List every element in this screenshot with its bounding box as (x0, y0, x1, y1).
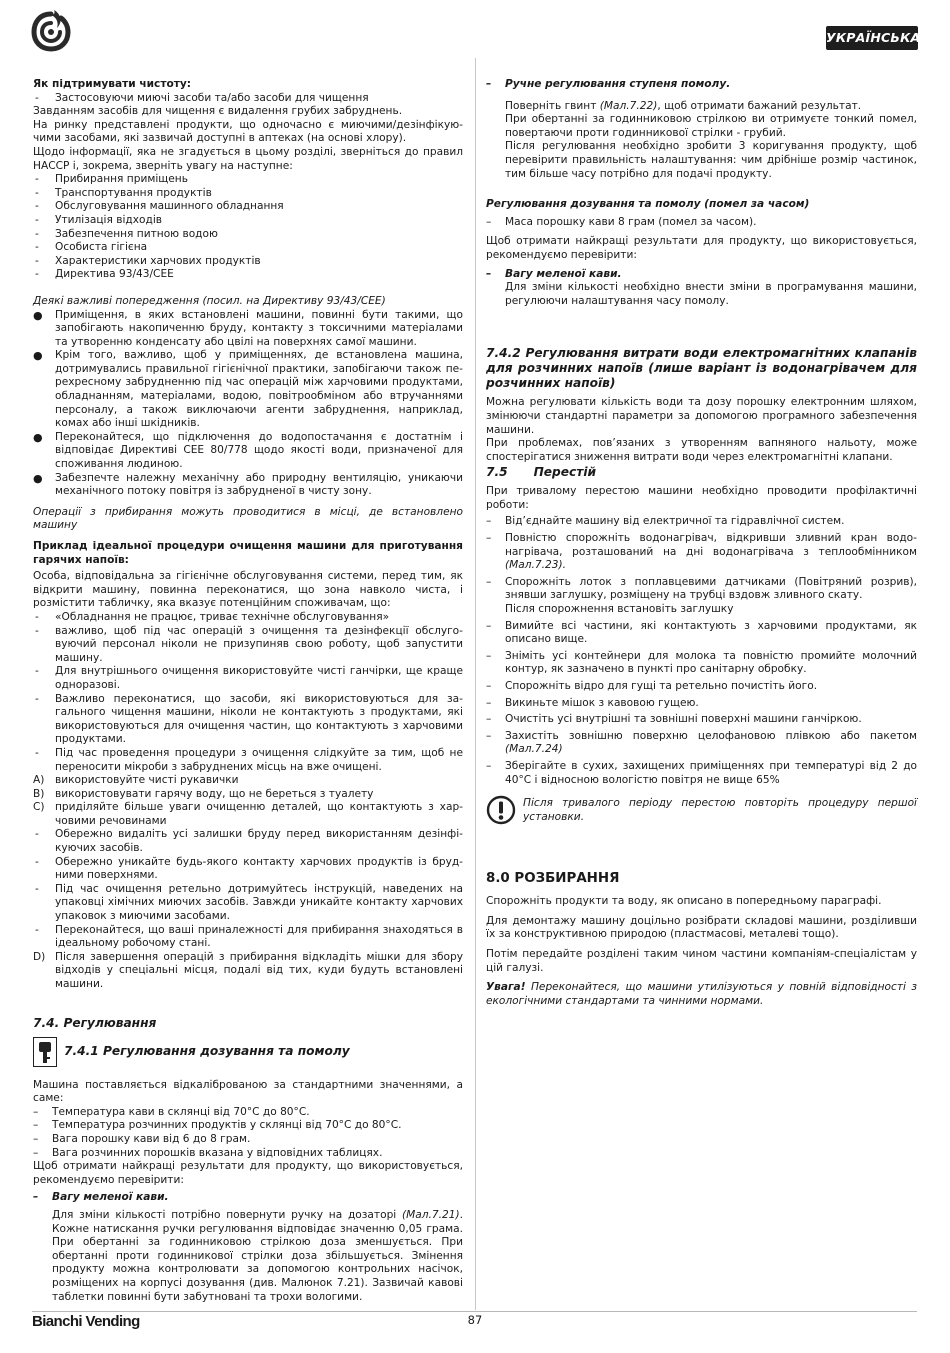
lettered-item-a (33, 774, 463, 788)
s741-intro: Машина поставляється відкаліброваною за стандартними значеннями, а саме: (33, 1078, 463, 1105)
manual-pre: Поверніть гвинт (505, 99, 600, 112)
s75-item: – Очистіть усі внутрішні та зовнішні поверхні машини ганчіркою. (486, 713, 917, 727)
clean-line: - Застосовуючи миючі засоби та/або засоби для чищення (33, 92, 463, 106)
s75-item: – Викиньте мішок з кавовою гущею. (486, 697, 917, 711)
clean-line: Завданням засобів для чищення є видалення грубих забруднень. (33, 105, 403, 118)
example-title: Приклад ідеальної процедури очищення машини для приготування гарячих напоїв: (33, 540, 463, 566)
left-column (33, 78, 463, 1304)
example-item: - важливо, щоб під час операцій з очищення та дезінфекції обслуго-вуючий персонал ніколи не призупиняв свою роботу, щоб запустити машину. (33, 625, 463, 666)
s741-item: – Температура кави в склянці від 70°C до 80°C. (33, 1106, 463, 1120)
section-7-4-2-title: 7.4.2 Регулювання витрати води електромагнітних клапанів для розчинних напоїв (лише варіант із водонагрівачем для розчинних напоїв) (486, 346, 917, 391)
warnings-title: Деякі важливі попередження (посил. на Директиву 93/43/СЕЕ) (33, 294, 386, 307)
haccp-item: - Транспортування продуктів (33, 187, 463, 201)
attention-label: Увага! (486, 981, 526, 994)
ground-coffee-title: – Вагу меленої кави. (33, 1191, 463, 1205)
s75-item: – Спорожніть лоток з поплавцевими датчиками (Повітряний розрив), знявши заглушку, розміщену на трубці вздовж зливного скату. (486, 576, 917, 603)
lettered-item-c (33, 801, 463, 828)
c-subitem: - Обережно видаліть усі залишки бруду перед використанням дезінфі-куючих засобів. (33, 828, 463, 855)
section-number: 7.5 (486, 465, 508, 480)
letter-mark: C) (33, 801, 45, 814)
letter-mark: D) (33, 950, 46, 963)
manual-grind-line: Після регулювання необхідно зробити 3 коригування продукту, щоб перевірити правильність налаштування: чим дрібніше розмір частинок, тим більше часу потрібно для подачі продукту. (505, 140, 917, 180)
s75-item: – Вимийте всі частини, які контактують з харчовими продуктами, як описано вище. (486, 620, 917, 647)
section-7-5-title (486, 465, 917, 480)
figure-ref: (Мал.7.24) (505, 743, 563, 756)
lettered-item-b (33, 788, 463, 802)
dosing-check: Щоб отримати найкращі результати для продукту, що використовується, рекомендуємо перевірити: (486, 235, 917, 261)
brand-logo: Bianchi Vending (32, 1313, 140, 1330)
section-7-4-1-title: 7.4.1 Регулювання дозування та помолу (64, 1044, 350, 1059)
haccp-item: - Характеристики харчових продуктів (33, 255, 463, 269)
section-8-0-title: 8.0 РОЗБИРАННЯ (486, 871, 620, 887)
s75-item (486, 730, 917, 757)
s75-item: – Зберігайте в сухих, захищених приміщеннях при температурі від 2 до 40°C і відносною вологістю повітря не вище 65% (486, 760, 917, 787)
c-subitem: - Під час очищення ретельно дотримуйтесь інструкцій, наведених на упаковці хімічних миючих засобів. Завжди уникайте контакту харчових упаковок з миючими засобами. (33, 883, 463, 924)
haccp-item: - Особиста гігієна (33, 241, 463, 255)
haccp-item: - Директива 93/43/СЕЕ (33, 268, 463, 282)
haccp-item: - Обслуговування машинного обладнання (33, 200, 463, 214)
manual-post: , щоб отримати бажаний результат. (657, 99, 862, 112)
figure-ref: (Мал.7.21) (402, 1208, 460, 1221)
warning-item: ● Крім того, важливо, щоб у приміщеннях, де встановлена машина, дотримувались правильної гігієнічної практики, запобігаючи також пе-рехресному забрудненню під час операцій між харчовими продуктами, обладнанням, матеріалами, водою, повітрообміном або втручаннями персоналу, а також виключаючи агенти забруднення, наприклад, комах або інші шкідників. (33, 349, 463, 431)
s75-item-text: Повністю спорожніть водонагрівач, відкривши зливний кран водо-нагрівача, розташований на дні водонагрівача з теплообмінником (505, 532, 917, 558)
restart-warning (486, 795, 917, 825)
weight-title: – Вагу меленої кави. (486, 268, 917, 282)
attention-text: Переконайтеся, що машини утилізуються у повній відповідності з екологічними стандартами та чинними нормами. (486, 981, 917, 1007)
haccp-item: - Утилізація відходів (33, 214, 463, 228)
s741-check: Щоб отримати найкращі результати для продукту, що використовується, рекомендуємо перевірити: (33, 1160, 463, 1186)
lettered-text: використовуйте чисті рукавички (55, 774, 239, 787)
haccp-item: - Забезпечення питною водою (33, 228, 463, 242)
s741-item: – Температура розчинних продуктів у склянці від 70°C до 80°C. (33, 1119, 463, 1133)
bianchi-logo-icon (30, 8, 72, 52)
exclamation-icon (486, 795, 516, 825)
manual-grind-text (486, 100, 917, 114)
s75-item: – Зніміть усі контейнери для молока та повністю промийте молочний контур, як зазначено в пункті про санітарну обробку. (486, 650, 917, 677)
example-item: - Важливо переконатися, що засоби, які використовуються для за-гального чищення машини, ніколи не контактують з продуктами, які використовуються для очищення частин, що контактують з харчовими продуктами. (33, 693, 463, 747)
ground-text-pre: Для зміни кількості потрібно повернути ручку на дозаторі (52, 1208, 402, 1221)
manual-grind-line: При обертанні за годинниковою стрілкою ви отримуєте тонкий помел, повертаючи проти годинникової стрілки - грубий. (505, 113, 917, 139)
s75-item: – Від’єднайте машину від електричної та гідравлічної систем. (486, 515, 917, 529)
c-subitem: - Обережно уникайте будь-якого контакту харчових продуктів із бруд-ними поверхнями. (33, 856, 463, 883)
c-subitem: - Переконайтеся, що ваші приналежності для прибирання знаходяться в ідеальному робочому стані. (33, 924, 463, 951)
figure-ref: (Мал.7.22) (599, 99, 658, 112)
example-item: - «Обладнання не працює, триває технічне обслуговування» (33, 611, 463, 625)
section-7-4-1-header (33, 1037, 463, 1067)
example-item: - Під час проведення процедури з очищення слідкуйте за тим, щоб не переносити мікроби з забруднених місць на вже очищені. (33, 747, 463, 774)
s80-p3: Потім передайте розділені таким чином частини компаніям-спеціалістам у цій галузі. (486, 947, 917, 974)
manual-grind-title: – Ручне регулювання ступеня помолу. (486, 78, 917, 92)
s742-p1: Можна регулювати кількість води та дозу порошку електронним шляхом, змінюючи стандартні параметри за допомогою програмного забезпечення машини. (486, 396, 917, 436)
lettered-text: використовувати гарячу воду, що не береться з туалету (55, 787, 374, 800)
language-badge: УКРАЇНСЬКА (826, 26, 918, 50)
weight-text: Для зміни кількості необхідно внести зміни в програмування машини, регулюючи налаштування часу помолу. (505, 281, 917, 307)
dosing-time-title: Регулювання дозування та помолу (помел за часом) (486, 198, 810, 211)
restart-warning-text: Після тривалого періоду перестою повторіть процедуру першої установки. (523, 797, 917, 823)
s80-attention (486, 981, 917, 1008)
section-title: Перестій (533, 465, 597, 480)
s75-intro: При тривалому перестою машини необхідно проводити профілактичні роботи: (486, 485, 917, 511)
column-divider (475, 58, 476, 1310)
warning-item: ● Забезпечте належну механічну або природну вентиляцію, уникаючи механічного потоку повітря із забрудненої в чисту зону. (33, 472, 463, 499)
warning-item: ● Приміщення, в яких встановлені машини, повинні бути такими, що запобігають накопиченню бруду, контакту з токсичними матеріалами та утворенню конденсату або цвілі на поверхнях самої машини. (33, 309, 463, 350)
ground-text-post: . Кожне натискання ручки регулювання відповідає значенню 0,05 грама. При обертанні за годинниковою стрілкою доза зменшується. При обертанні проти годинникової стрілки доза збільшується. Змінення продукту можна контролювати за допомогою контрольних насічок, розміщених на корпусі дозування (див. Малюнок 7.21). Зазвичай кавові таблетки повинні бути забутнованi та трохи вологими. (52, 1208, 463, 1303)
s75-item: – Спорожніть відро для гущі та ретельно почистіть його. (486, 680, 917, 694)
clean-line: Щодо інформації, яка не згадується в цьому розділі, зверніться до правил НАССР і, зокрема, зверніть увагу на наступне: (33, 145, 463, 172)
section-7-4-title: 7.4. Регулювання (33, 1015, 157, 1030)
s742-p2: При проблемах, пов’язаних з утворенням вапняного нальоту, може спостерігатися зниження витрати води через електромагнітні клапани. (486, 437, 917, 463)
onsite-note: Операції з прибирання можуть проводитися в місці, де встановлено машину (33, 505, 463, 532)
example-item: - Для внутрішнього очищення використовуйте чисті ганчірки, ще краще одноразові. (33, 665, 463, 692)
right-column (486, 78, 917, 1008)
lettered-item-d (33, 951, 463, 992)
lettered-text: Після завершення операцій з прибирання відкладіть мішки для збору відходів у спеціальні місця, подалі від тих, куди будуть встановлені машини. (55, 950, 463, 990)
s741-item: – Вага розчинних порошків вказана у відповідних таблицях. (33, 1147, 463, 1161)
clean-title: Як підтримувати чистоту: (33, 78, 192, 90)
warning-item: ● Переконайтеся, що підключення до водопостачання є достатнім і відповідає Директиві СЕЕ 80/778 щодо якості води, призначеної для споживання людиною. (33, 431, 463, 472)
clean-line: На ринку представлені продукти, що одночасно є миючими/дезінфікую-чими засобами, які зазвичай доступні в аптеках (на основі хлору). (33, 118, 463, 145)
s80-p1: Спорожніть продукти та воду, як описано в попередньому параграфі. (486, 895, 882, 908)
letter-mark: B) (33, 787, 45, 800)
page-number: 87 (467, 1313, 483, 1327)
dosing-time-item: – Маса порошку кави 8 грам (помел за часом). (486, 216, 917, 230)
lettered-text: приділяйте більше уваги очищенню деталей, що контактують з хар-човими речовинами (55, 801, 463, 827)
letter-mark: A) (33, 774, 45, 787)
footer-rule (32, 1311, 917, 1312)
dosing-key-icon (33, 1037, 57, 1067)
s75-item-after: Після спорожнення встановіть заглушку (505, 603, 734, 616)
example-intro: Особа, відповідальна за гігієнічне обслуговування системи, перед тим, як відкрити машину, повинна переконатися, що зона навколо чиста, і розмістити табличку, яка вказує потенційним споживачам, що: (33, 570, 463, 610)
ground-coffee-text (33, 1209, 463, 1304)
s75-item-text: Захистіть зовнішню поверхню целофановою плівкою або пакетом (505, 729, 917, 742)
figure-ref: (Мал.7.23). (505, 559, 566, 572)
s80-p2: Для демонтажу машину доцільно розібрати складові машини, розділивши їх за конструктивною природою (пластмасові, металеві тощо). (486, 914, 917, 941)
s741-item: – Вага порошку кави від 6 до 8 грам. (33, 1133, 463, 1147)
haccp-item: - Прибирання приміщень (33, 173, 463, 187)
s75-item (486, 532, 917, 573)
